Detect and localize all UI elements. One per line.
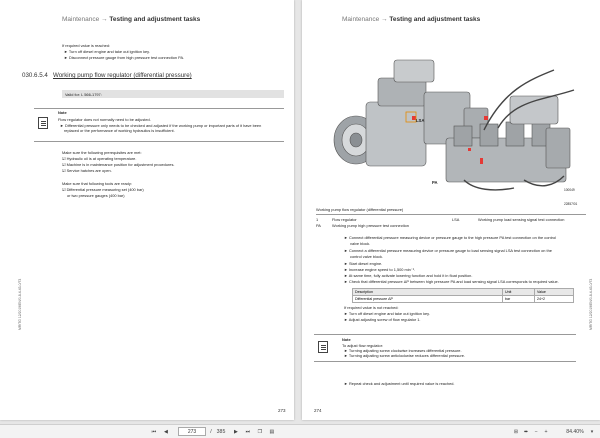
- note-line: ► Turning adjusting screw clockwise increases differential pressure.: [344, 348, 462, 353]
- note-line-text: Differential pressure only needs to be checked and adjusted if the working pump or important parts of it have been: [64, 123, 262, 128]
- prereq-text: Service hatches are open.: [66, 168, 112, 173]
- figure-caption: Working pump flow regulator (differential pressure): [316, 207, 404, 212]
- page-separator: /: [210, 429, 212, 435]
- zoom-level[interactable]: 84.40%: [566, 429, 584, 435]
- header-title: Testing and adjustment tasks: [389, 16, 481, 23]
- last-page-icon[interactable]: ⏭: [245, 429, 251, 435]
- step-item: ► Connect differential pressure measuring device or pressure gauge to the high pressure PA test connection on the control: [344, 235, 556, 240]
- table-header: Value: [534, 289, 573, 296]
- note-line: Flow regulator does not normally need to be adjusted.: [58, 117, 151, 122]
- step-text: Turn off diesel engine and take out ignition key.: [348, 311, 430, 316]
- bullet-item: ► Turn off diesel engine and take out ignition key.: [64, 49, 150, 54]
- fit-page-icon[interactable]: ⊞: [513, 429, 519, 435]
- spec-table: [352, 288, 574, 303]
- step-item: ► Check that differential pressure ΔP between high pressure PA and load sensing signal LSA corresponds to required value.: [344, 279, 559, 284]
- step-text: Connect differential pressure measuring device or pressure gauge to the high pressure PA test connection on the control: [348, 235, 556, 240]
- table-cell: 24+2: [534, 296, 573, 303]
- note-line: ► Differential pressure only needs to be checked and adjusted if the working pump or important parts of it have been: [60, 123, 262, 128]
- prereq-item: ☑ Hydraulic oil is at operating temperature.: [62, 156, 137, 161]
- legend-key: PA: [316, 223, 321, 228]
- caption-divider: [316, 214, 586, 215]
- tool-item: ☑ Differential pressure measuring set (400 bar): [62, 187, 144, 192]
- note-line-text: Turning adjusting screw clockwise increases differential pressure.: [348, 348, 462, 353]
- page-273: [0, 0, 294, 420]
- if-reached-text: If required value is reached:: [62, 43, 111, 48]
- prereq-item: ☑ Machine is in maintenance position for adjustment procedures.: [62, 162, 175, 167]
- prereq-title: Make sure the following prerequisites are met:: [62, 150, 142, 155]
- prereq-item: ☑ Service hatches are open.: [62, 168, 112, 173]
- note-line: To adjust flow regulator:: [342, 343, 384, 348]
- if-not-reached-text: If required value is not reached:: [344, 305, 399, 310]
- note-title: Note: [342, 337, 351, 342]
- step-item: ► At same time, fully activate lowering function and hold it in float position.: [344, 273, 473, 278]
- note-icon: [318, 341, 328, 353]
- header-prefix: Maintenance: [342, 16, 380, 23]
- page-number: 273: [278, 408, 286, 413]
- step-text: Connect a differential pressure measuring device or pressure gauge to load sensing signal LSA test connection on the: [348, 248, 552, 253]
- zoom-in-icon[interactable]: +: [544, 429, 548, 435]
- table-cell: bar: [503, 296, 535, 303]
- bullet-text: Disconnect pressure gauge from high pressure test connection PA.: [68, 55, 185, 60]
- header-arrow: →: [381, 16, 388, 23]
- first-page-icon[interactable]: ⏮: [151, 429, 157, 435]
- step-item: ► Start diesel engine.: [344, 261, 383, 266]
- valid-for-text: Valid for: L 566-1797:: [65, 92, 102, 97]
- legend-key: LSA: [452, 217, 460, 222]
- note-line: replaced or the performance of working hydraulics is insufficient.: [64, 128, 175, 133]
- page-header: [342, 16, 480, 23]
- page-274: [302, 0, 600, 420]
- prereq-text: Machine is in maintenance position for adjustment procedures.: [66, 162, 175, 167]
- label-lsa: LSA: [416, 118, 425, 123]
- header-prefix: Maintenance: [62, 16, 100, 23]
- note-title: Note: [58, 110, 67, 115]
- note-box: [314, 334, 576, 362]
- header-arrow: →: [101, 16, 108, 23]
- step-text: Repeat check and adjustment until required value is reached.: [348, 381, 455, 386]
- note-line-text: Turning adjusting screw anticlockwise reduces differential pressure.: [348, 353, 466, 358]
- previous-page-icon[interactable]: ◀: [164, 429, 168, 435]
- step-text: At same time, fully activate lowering function and hold it in float position.: [348, 273, 473, 278]
- section-number: 030.6.5.4: [22, 72, 48, 79]
- step-text: Start diesel engine.: [348, 261, 383, 266]
- step-item: ► Turn off diesel engine and take out ignition key.: [344, 311, 430, 316]
- step-item: ► Increase engine speed to 1,500 min⁻¹.: [344, 267, 416, 272]
- tools-title: Make sure that following tools are ready:: [62, 181, 132, 186]
- figure-code: 100049: [564, 188, 575, 192]
- fit-width-icon[interactable]: ⬌: [523, 429, 529, 435]
- bullet-item: ► Disconnect pressure gauge from high pressure test connection PA.: [64, 55, 185, 60]
- hydraulic-pump-illustration: [314, 30, 582, 198]
- page-current: 273: [187, 429, 197, 435]
- header-title: Testing and adjustment tasks: [109, 16, 201, 23]
- step-text: Increase engine speed to 1,500 min⁻¹.: [348, 267, 416, 272]
- table-header-row: [353, 289, 574, 296]
- page-total: 385: [216, 429, 226, 435]
- page-number-input[interactable]: [178, 427, 206, 436]
- zoom-out-icon[interactable]: −: [534, 429, 538, 435]
- table-header: Description: [353, 289, 503, 296]
- zoom-dropdown-icon[interactable]: ▾: [590, 429, 594, 435]
- step-item: ► Adjust adjusting screw of flow regulator 1.: [344, 317, 421, 322]
- step-text: valve block.: [350, 241, 371, 246]
- page-header: [62, 16, 200, 23]
- table-row: [353, 296, 574, 303]
- step-text: control valve block.: [350, 254, 384, 259]
- print-icon[interactable]: ▤: [269, 429, 275, 435]
- bullet-text: Turn off diesel engine and take out ignition key.: [68, 49, 150, 54]
- section-heading: [22, 72, 192, 79]
- step-item: ► Connect a differential pressure measuring device or pressure gauge to load sensing signal LSA test connection on the: [344, 248, 552, 253]
- copy-icon[interactable]: ❐: [257, 429, 263, 435]
- prereq-text: Hydraulic oil is at operating temperature.: [66, 156, 137, 161]
- table-header: Unit: [503, 289, 535, 296]
- step-item: ► Repeat check and adjustment until required value is reached.: [344, 381, 455, 386]
- legend-text: Working pump high pressure test connection: [332, 223, 409, 228]
- table-cell: Differential pressure ΔP: [353, 296, 503, 303]
- side-code: MR/TG 12/2019/EN/0-8-4-43-0/73: [18, 278, 22, 330]
- note-icon: [38, 117, 48, 129]
- note-box: [34, 108, 284, 142]
- label-pa: PA: [432, 180, 438, 185]
- legend-text: Flow regulator: [332, 217, 357, 222]
- figure-id: 22857/01: [564, 202, 578, 206]
- page-number: 274: [314, 408, 322, 413]
- step-text: Check that differential pressure ΔP between high pressure PA and load sensing signal LSA corresponds to required value.: [348, 279, 559, 284]
- tool-text: or two pressure gauges (400 bar): [67, 193, 125, 198]
- side-code: MR/TG 12/2019/EN/0-8-4-43-0/73: [589, 278, 593, 330]
- step-text: Adjust adjusting screw of flow regulator 1.: [348, 317, 421, 322]
- section-title[interactable]: Working pump flow regulator (differential pressure): [52, 72, 192, 79]
- viewer-toolbar: [0, 424, 600, 438]
- next-page-icon[interactable]: ▶: [234, 429, 238, 435]
- valid-for-bar: [62, 90, 284, 98]
- legend-text: Working pump load sensing signal test connection: [478, 217, 565, 222]
- note-line: ► Turning adjusting screw anticlockwise reduces differential pressure.: [344, 353, 466, 358]
- tool-text: Differential pressure measuring set (400 bar): [66, 187, 144, 192]
- legend-key: 1: [316, 217, 319, 222]
